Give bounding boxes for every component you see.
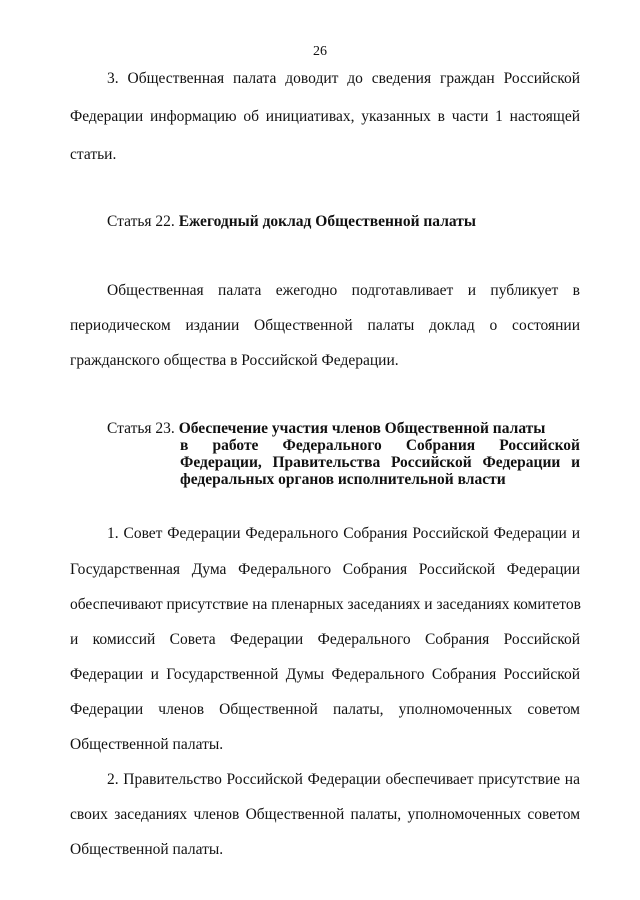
article-22-heading bbox=[107, 213, 476, 231]
article-23-title-line1: Обеспечение участия членов Общественной палаты bbox=[178, 420, 546, 437]
article-22-line3: гражданского общества в Российской Федерации. bbox=[70, 352, 399, 369]
article-23-heading bbox=[107, 420, 580, 488]
part3-line3: статьи. bbox=[70, 146, 117, 163]
article-23-title-line4: федеральных органов исполнительной власти bbox=[180, 471, 506, 488]
article-23-part1-line2: Государственная Дума Федерального Собрания Российской Федерации bbox=[70, 561, 580, 578]
article-23-title-line3: Федерации, Правительства Российской Федерации и bbox=[180, 454, 580, 471]
page-number: 26 bbox=[313, 44, 327, 59]
article-22-label: Статья 22. bbox=[107, 213, 175, 230]
article-23-part2-line1: 2. Правительство Российской Федерации обеспечивает присутствие на bbox=[107, 771, 580, 788]
article-23-part1-line7: Общественной палаты. bbox=[70, 736, 224, 753]
article-23-title-line2: в работе Федерального Собрания Российской bbox=[180, 437, 580, 454]
article-22-title: Ежегодный доклад Общественной палаты bbox=[178, 213, 476, 230]
article-23-part1-line1: 1. Совет Федерации Федерального Собрания Российской Федерации и bbox=[107, 525, 580, 542]
part3-line1: 3. Общественная палата доводит до сведения граждан Российской bbox=[107, 70, 580, 87]
article-23-part2-line2: своих заседаниях членов Общественной палаты, уполномоченных советом bbox=[70, 806, 580, 823]
article-23-part1-line3: обеспечивают присутствие на пленарных заседаниях и заседаниях комитетов bbox=[70, 596, 581, 613]
part3-line2: Федерации информацию об инициативах, указанных в части 1 настоящей bbox=[70, 108, 580, 125]
article-22-line1: Общественная палата ежегодно подготавливает и публикует в bbox=[107, 282, 580, 299]
article-23-part1-line6: Федерации членов Общественной палаты, уполномоченных советом bbox=[70, 701, 580, 718]
article-23-part2-line3: Общественной палаты. bbox=[70, 841, 224, 858]
article-22-line2: периодическом издании Общественной палаты доклад о состоянии bbox=[70, 317, 580, 334]
article-23-label: Статья 23. bbox=[107, 420, 175, 437]
article-23-part1-line4: и комиссий Совета Федерации Федерального Собрания Российской bbox=[70, 631, 580, 648]
article-23-part1-line5: Федерации и Государственной Думы Федерального Собрания Российской bbox=[70, 666, 580, 683]
